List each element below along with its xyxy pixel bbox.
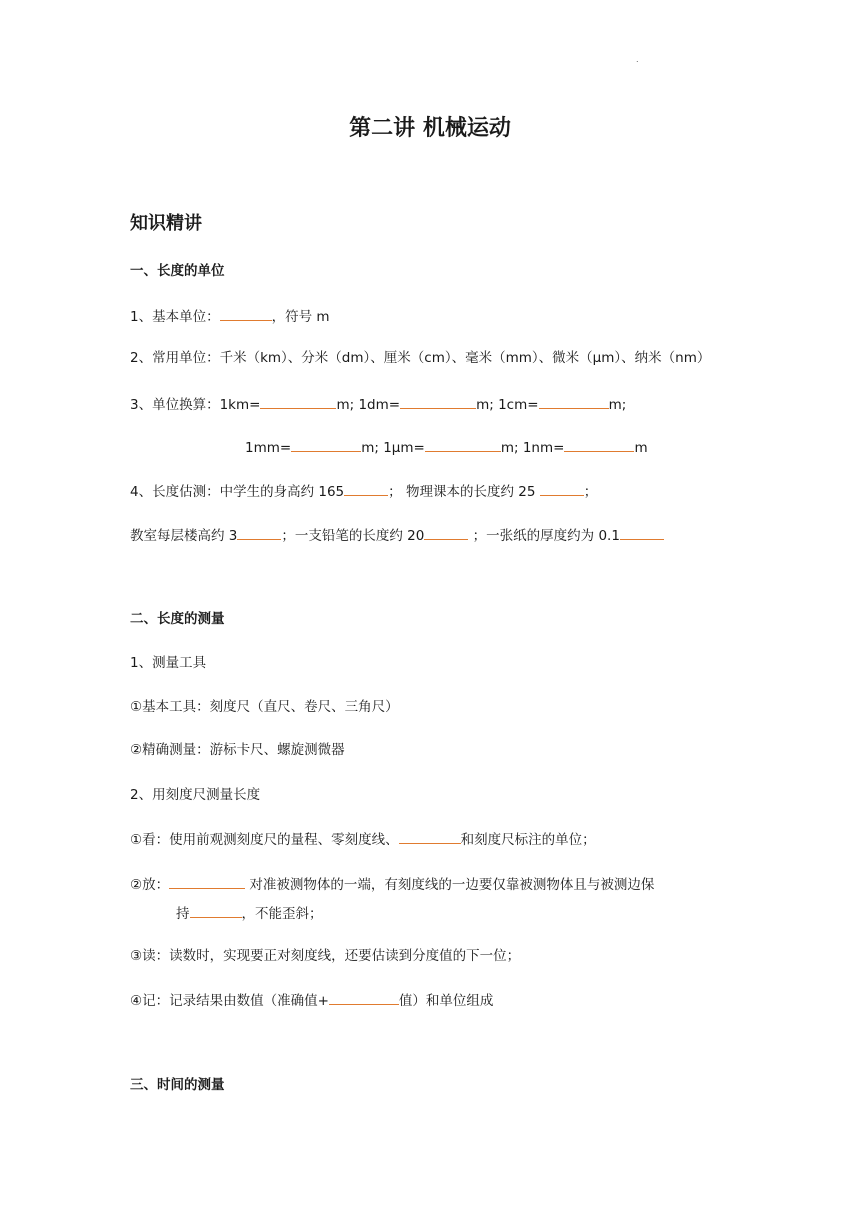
text: m; 1μm= (361, 440, 425, 456)
text: 1mm= (245, 440, 292, 456)
text: ②放： (130, 877, 170, 893)
line-length-estimate-1 (130, 481, 597, 501)
line-common-units: 2、常用单位：千米（km）、分米（dm）、厘米（cm）、毫米（mm）、微米（μm）、纳米（nm） (130, 350, 711, 366)
text: 对准被测物体的一端，有刻度线的一边要仅靠被测物体且与被测边保 (245, 877, 655, 893)
fill-blank[interactable] (400, 394, 476, 409)
text: ； 物理课本的长度约 25 (388, 484, 540, 500)
text: 1、基本单位： (130, 309, 220, 325)
section-title-time-measure: 三、时间的测量 (130, 1077, 225, 1093)
fill-blank[interactable] (425, 437, 501, 452)
line-precise-tools: ②精确测量：游标卡尺、螺旋测微器 (130, 742, 345, 758)
text: 教室每层楼高约 3 (130, 528, 238, 544)
line-look (130, 829, 596, 849)
fill-blank[interactable] (169, 874, 245, 889)
section-heading: 知识精讲 (130, 213, 202, 234)
fill-blank[interactable] (329, 990, 399, 1005)
line-read: ③读：读数时，实现要正对刻度线，还要估读到分度值的下一位； (130, 948, 521, 964)
text: 和刻度尺标注的单位； (460, 832, 596, 848)
fill-blank[interactable] (620, 525, 664, 540)
line-length-estimate-2 (130, 525, 664, 545)
text: 4、长度估测：中学生的身高约 165 (130, 484, 345, 500)
line-unit-conversion-1 (130, 394, 626, 414)
text: m; (608, 397, 627, 413)
fill-blank[interactable] (190, 903, 242, 918)
line-basic-unit (130, 306, 330, 326)
fill-blank[interactable] (399, 829, 461, 844)
fill-blank[interactable] (539, 394, 609, 409)
text: 值）和单位组成 (398, 993, 494, 1009)
fill-blank[interactable] (237, 525, 281, 540)
header-dot: . (636, 55, 639, 64)
text: 3、单位换算：1km= (130, 397, 261, 413)
text: ①看：使用前观测刻度尺的量程、零刻度线、 (130, 832, 399, 848)
text: ； (583, 484, 598, 500)
text: m; 1dm= (336, 397, 401, 413)
line-unit-conversion-2 (245, 437, 648, 457)
text: ；一张纸的厚度约为 0.1 (468, 528, 620, 544)
text: ，符号 m (271, 309, 330, 325)
line-place-cont (176, 903, 323, 923)
page-title: 第二讲 机械运动 (349, 116, 511, 141)
fill-blank[interactable] (344, 481, 388, 496)
line-place (130, 874, 654, 894)
text: m; 1cm= (476, 397, 539, 413)
section-title-length-measure: 二、长度的测量 (130, 611, 225, 627)
text: ，不能歪斜； (241, 906, 323, 922)
fill-blank[interactable] (564, 437, 634, 452)
text: m; 1nm= (500, 440, 565, 456)
line-tools: 1、测量工具 (130, 655, 207, 671)
text: m (634, 440, 648, 456)
fill-blank[interactable] (220, 306, 272, 321)
fill-blank[interactable] (424, 525, 468, 540)
fill-blank[interactable] (540, 481, 584, 496)
section-title-length-unit: 一、长度的单位 (130, 263, 225, 279)
text: ；一支铅笔的长度约 20 (281, 528, 425, 544)
text: 持 (176, 906, 190, 922)
fill-blank[interactable] (260, 394, 336, 409)
fill-blank[interactable] (291, 437, 361, 452)
text: ④记：记录结果由数值（准确值+ (130, 993, 329, 1009)
line-basic-tools: ①基本工具：刻度尺（直尺、卷尺、三角尺） (130, 699, 399, 715)
line-ruler-measure: 2、用刻度尺测量长度 (130, 787, 261, 803)
line-record (130, 990, 493, 1010)
